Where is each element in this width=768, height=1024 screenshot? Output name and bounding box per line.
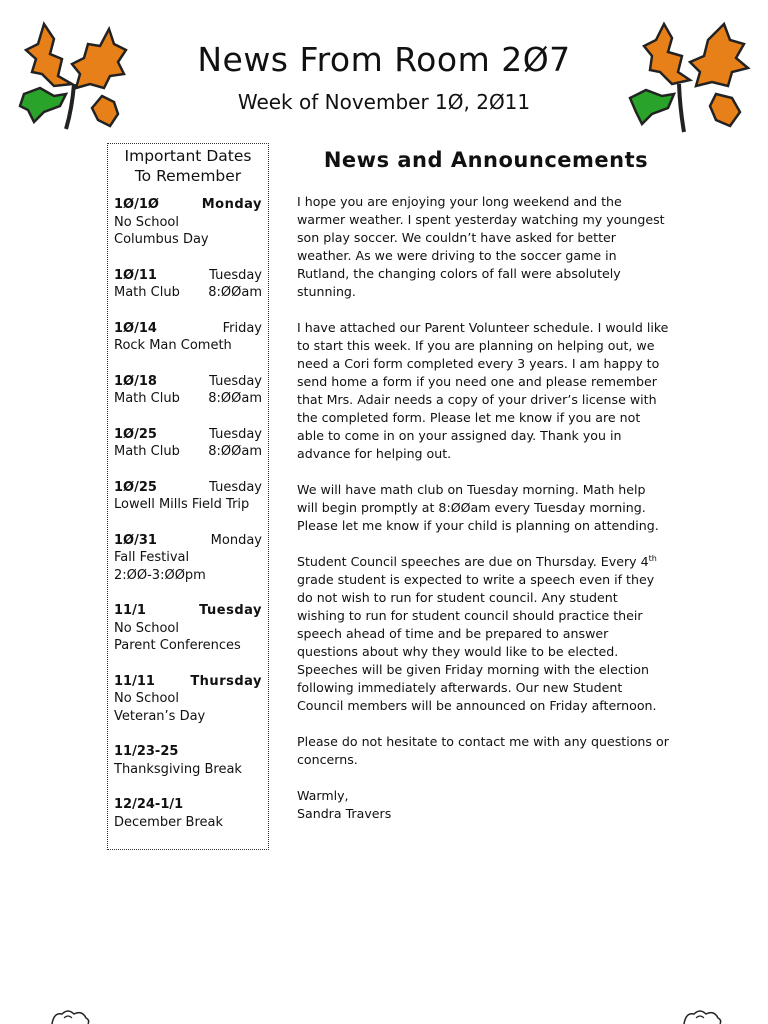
date-entry [114, 602, 262, 655]
date-day: Thursday [190, 673, 262, 689]
date-time: 8:ØØam [208, 391, 262, 406]
date-line: No School [114, 214, 179, 230]
date-line: No School [114, 620, 179, 636]
news-text: Student Council speeches are due on Thursday. Every 4 [297, 554, 649, 569]
date-code: 11/1 [114, 603, 146, 618]
date-line: No School [114, 691, 179, 706]
date-line: Math Club [114, 391, 180, 406]
date-line: Fall Festival [114, 550, 190, 565]
date-line: Math Club [114, 285, 180, 300]
sidebar-title [114, 146, 262, 186]
news-paragraph: We will have math club on Tuesday morning. Math help will begin promptly at 8:ØØam every Tuesday morning. Please let me know if your child is planning on attending. [297, 482, 659, 533]
date-entry [114, 267, 262, 302]
date-day: Tuesday [209, 479, 262, 495]
sidebar-title-line2: To Remember [134, 167, 242, 185]
date-time: 8:ØØam [208, 444, 262, 459]
ordinal-suffix: th [648, 553, 657, 563]
date-code: 1Ø/14 [114, 320, 157, 336]
news-body [297, 193, 669, 823]
sidebar-title-line1: Important Dates [124, 147, 252, 165]
date-entry [114, 532, 262, 585]
date-line: December Break [114, 814, 224, 830]
signature: Sandra Travers [297, 806, 392, 821]
date-line: Thanksgiving Break [114, 761, 242, 777]
date-entry [114, 426, 262, 461]
page-subtitle: Week of November 1Ø, 2Ø11 [237, 90, 531, 114]
date-day: Tuesday [199, 603, 262, 618]
date-code: 12/24-1/1 [114, 797, 184, 812]
news-paragraph: I have attached our Parent Volunteer schedule. I would like to start this week. If you are planning on helping out, we need a Cori form completed every 3 years. I am happy to send home a form if you need one and please remember that Mrs. Adair needs a copy of your driver’s license with the completed form. Please let me know if you are not able to come in on your assigned day. Thank you in advance for helping out. [297, 320, 669, 461]
news-paragraph: I hope you are enjoying your long weekend and the warmer weather. I spent yesterday watching my youngest son play soccer. We couldn’t have asked for better weather. As we were driving to the soccer game in Rutland, the changing colors of fall were absolutely stunning. [297, 194, 665, 299]
news-heading: News and Announcements [323, 148, 649, 172]
date-line: Columbus Day [114, 232, 209, 247]
date-code: 1Ø/18 [114, 373, 157, 389]
date-code: 1Ø/25 [114, 426, 157, 442]
date-entry [114, 320, 262, 355]
date-entry [114, 743, 262, 778]
news-text: grade student is expected to write a speech even if they do not wish to run for student council. Any student wishing to run for student council should practice their speech ahead of time and be prepared to answer questions about why they would like to be elected. Speeches will be given Friday morning with the election following immediately afterwards. Our new Student Council members will be announced on Friday afternoon. [297, 572, 657, 713]
date-line: Veteran’s Day [114, 708, 206, 724]
date-time: 8:ØØam [208, 285, 262, 300]
news-paragraph [297, 553, 669, 715]
news-paragraph: Please do not hesitate to contact me with any questions or concerns. [297, 734, 669, 767]
date-entry [114, 673, 262, 726]
date-entry [114, 479, 262, 514]
date-day: Tuesday [209, 426, 262, 442]
date-day: Friday [222, 320, 262, 336]
date-day: Tuesday [209, 373, 262, 389]
date-line: Lowell Mills Field Trip [114, 497, 250, 512]
important-dates-box [107, 143, 269, 850]
date-entry [114, 373, 262, 408]
date-code: 1Ø/11 [114, 267, 157, 283]
date-line: Parent Conferences [114, 638, 241, 653]
date-code: 11/11 [114, 673, 155, 689]
closing: Warmly, [297, 788, 349, 803]
date-day: Monday [201, 197, 262, 212]
date-line: Math Club [114, 444, 180, 459]
date-code: 11/23-25 [114, 744, 179, 759]
flourish-icon [680, 1006, 724, 1024]
date-line: 2:ØØ-3:ØØpm [114, 567, 206, 583]
date-entry [114, 196, 262, 249]
date-line: Rock Man Cometh [114, 338, 232, 353]
date-code: 1Ø/1Ø [114, 197, 159, 212]
page-title: News From Room 2Ø7 [197, 40, 571, 79]
date-code: 1Ø/25 [114, 479, 157, 495]
date-entry [114, 796, 262, 831]
date-code: 1Ø/31 [114, 532, 157, 548]
date-day: Monday [210, 532, 262, 548]
flourish-icon [48, 1006, 92, 1024]
date-day: Tuesday [209, 267, 262, 283]
